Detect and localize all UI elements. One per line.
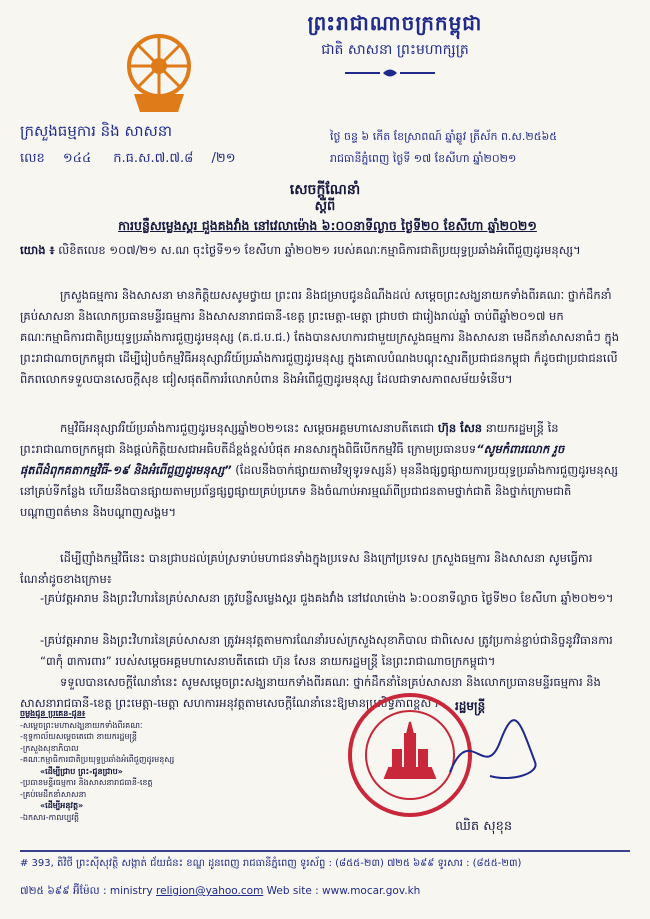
pm-name: ហ៊ុន សែន	[437, 421, 483, 435]
reference-line-text: លិខិតលេខ ១០៧/២១ ស.ណ ចុះថ្ងៃទី១១ ខែសីហា ឆ្នាំ២០២១ របស់គណៈកម្មាធិការជាតិប្រយុទ្ធប្រឆាំងអំពើជួញដូរមនុស្ស។	[58, 243, 581, 257]
reference-line-label: យោង ៖	[20, 243, 55, 257]
signatory-title: រដ្ឋមន្ត្រី	[455, 699, 486, 713]
cc-title: ចម្លងជូន ប្រគេន-ជូន៖	[20, 709, 86, 718]
paragraph-2-end: (ដែលនឹងចាក់ផ្សាយតាមវិទ្យុទូរទស្សន៍) មុននឹងផ្សព្វផ្សាយការប្រយុទ្ធប្រឆាំងការជួញដូរមនុស្សនៅគ្រប់ទីកន្លែង ហើយនឹងបានផ្សាយតាមប្រព័ន្ធផ្សព្វផ្សាយគ្រប់ប្រភេទ និងចំណាប់អារម្មណ៍ពីប្រជាជនតាមថ្នាក់ជាតិ និងថ្នាក់ក្រោមជាតិ បណ្ដាញពត៌មាន និងបណ្ដាញសង្គម។	[20, 463, 619, 519]
document-type: សេចក្ដីណែនាំ	[289, 182, 361, 198]
cc-line: -គ្រប់មេដឹកនាំសាសនា	[20, 789, 87, 799]
kingdom-title: ព្រះរាជាណាចក្រកម្ពុជា	[307, 11, 483, 35]
cc-line: -ប្រធានមន្ទីរធម្មការ និងសាសនារាជធានី-ខេត្ត	[20, 778, 153, 787]
reference-line	[20, 240, 635, 260]
solar-date: រាជធានីភ្នំពេញ ថ្ងៃទី ១៧ ខែសីហា ឆ្នាំ២០២១	[330, 152, 517, 165]
document-about: ស្ដីពី	[314, 199, 336, 214]
signatory-name: ឈិត សុខុន	[455, 819, 513, 834]
ornament-divider	[345, 63, 435, 73]
document-subject: ការបន្លឺសម្លេងស្គរ ជួងគងវាំង នៅវេលាម៉ោង ៦:០០នាទីល្ងាច ថ្ងៃទី២០ ខែសីហា ឆ្នាំ២០២១	[118, 218, 537, 233]
ministry-name: ក្រសួងធម្មការ និង សាសនា	[20, 122, 173, 140]
instruction-1: -គ្រប់វត្តអារាម និងព្រះវិហារនៃគ្រប់សាសនា ត្រូវបន្លឺសម្លេងស្គរ ជួងគងវាំង នៅវេលាម៉ោង ៦:០០នាទីល្ងាច ថ្ងៃទី២០ ខែសីហា ឆ្នាំ២០២១។	[40, 591, 614, 605]
cc-list	[20, 708, 250, 823]
reference-number	[20, 150, 236, 169]
reference-code: ក.ធ.ស.៧.៧.៨	[113, 151, 194, 166]
cc-line: -សម្ដេចព្រះមហាសង្ឃនាយកទាំងពីរគណៈ	[20, 720, 143, 730]
instruction-2: -គ្រប់វត្តអារាម និងព្រះវិហារនៃគ្រប់សាសនា ត្រូវអនុវត្តតាមការណែនាំរបស់ក្រសួងសុខាភិបាល ជាពិសេស ត្រូវប្រកាន់ខ្ជាប់ជានិច្ចនូវវិធានការ “៣កុំ ៣ការពារ” របស់សម្ដេចអគ្គមហាសេនាបតីតេជោ ហ៊ុន សែន នាយករដ្ឋមន្ត្រី នៃព្រះរាជាណាចក្រកម្ពុជា។	[40, 633, 613, 668]
paragraph-2-mid: នាយករដ្ឋមន្ត្រី នៃព្រះរាជាណាចក្រកម្ពុជា និងផ្ដល់កិត្តិយសជាអធិបតីដ៏ខ្ពង់ខ្ពស់បំផុត អានសារក្នុងពិធីបើកកម្មវិធី ក្រោមប្រធានបទ	[20, 421, 559, 456]
cc-line: -ឯកសារ-កាលប្បវត្តិ	[20, 812, 79, 822]
cc-line: -ខុទ្ទកាល័យសម្ដេចតេជោ នាយករដ្ឋមន្ត្រី	[20, 732, 137, 741]
footer-contact	[20, 885, 630, 900]
campaign-theme: “សូមកំពារលោក រួចផុតពីដំពុកគតាកម្មវិធី-១៩ និងអំពើជួញដូរមនុស្ស”	[20, 442, 565, 477]
signature-scribble-icon	[440, 712, 560, 792]
footer-divider	[20, 850, 630, 852]
paragraph-2	[20, 418, 620, 523]
paragraph-2-start: កម្មវិធីអនុស្សាវរីយ៍ប្រឆាំងការជួញដូរមនុស្សឆ្នាំ២០២១នេះ សម្ដេចអគ្គមហាសេនាបតីតេជោ	[60, 421, 438, 435]
cc-line: -ក្រសួងសុខាភិបាល	[20, 743, 79, 753]
dharma-wheel-emblem-icon	[120, 28, 198, 118]
footer-address: # 393, តិវិថី ព្រះស៊ីសុវត្ថិ សង្កាត់ ជ័យជំនះ ខណ្ឌ ដូនពេញ រាជធានីភ្នំពេញ ទូរស័ព្ទ : (៨៥៥-២៣) ៧២៥ ៦៩៩ ទូរសារ : (៨៥៥-២៣)	[20, 858, 522, 869]
paragraph-4: ទទួលបានសេចក្ដីណែនាំនេះ សូមសម្ដេចព្រះសង្ឃនាយកទាំងពីរគណៈ ថ្នាក់ដឹកនាំនៃគ្រប់សាសនា និងលោកប្រធានមន្ទីរធម្មការ និងសាសនារាជធានី-ខេត្ត ព្រះមេត្តា-មេត្តា សហការអនុវត្តតាមសេចក្ដីណែនាំនេះឱ្យមានប្រសិទ្ធភាពខ្ពស់។	[20, 675, 601, 710]
reference-value: ១៤៤	[62, 151, 92, 166]
footer-contact-start: ៧២៥ ៦៩៩ អ៊ីម៉ែល : ministry	[20, 885, 157, 897]
paragraph-3: ដើម្បីញ៉ាំងកម្មវិធីនេះ បានជ្រាបដល់គ្រប់ស្រទាប់មហាជនទាំងក្នុងប្រទេស និងក្រៅប្រទេស ក្រសួងធម្មការ និងសាសនា សូមធ្វើការណែនាំដូចខាងក្រោម៖	[20, 551, 593, 586]
cc-line: «ដើម្បីអនុវត្ត»	[40, 801, 84, 810]
paragraph-1: ក្រសួងធម្មការ និងសាសនា មានកិត្តិយសសូមថ្វាយ ព្រះពរ និងជម្រាបជូនដំណឹងដល់ សម្ដេចព្រះសង្ឃនាយកទាំងពីរគណៈ ថ្នាក់ដឹកនាំគ្រប់សាសនា និងលោកប្រធានមន្ទីរធម្មការ និងសាសនារាជធានី-ខេត្ត ព្រះមេត្តា-មេត្តា ជ្រាបថា ជារៀងរាល់ឆ្នាំ ចាប់ពីឆ្នាំ២០១៧ មក គណៈកម្មាធិការជាតិប្រយុទ្ធប្រឆាំងការជួញដូរមនុស្ស (គ.ជ.ប.ជ.) តែងបានសហការជាមួយក្រសួងធម្មការ និងសាសនា មេដឹកនាំសាសនាធំៗ ក្នុងព្រះរាជាណាចក្រកម្ពុជា ដើម្បីរៀបចំកម្មវិធីអនុស្សាវរីយ៍ប្រឆាំងការជួញដូរមនុស្ស ក្នុងគោលបំណងបណ្ដុះស្មារតីប្រជាជនកម្ពុជា ក៏ដូចជាប្រជាជនលើពិភពលោកទទួលបានសេចក្ដីសុខ ជៀសផុតពីការរំលោភបំពាន និងអំពើជួញដូរមនុស្ស ដែលជាទាសភាពសម័យទំនើប។	[20, 288, 619, 386]
reference-suffix: /២១	[211, 151, 236, 166]
kingdom-motto: ជាតិ សាសនា ព្រះមហាក្សត្រ	[321, 42, 469, 58]
cc-line: -គណៈកម្មាធិការជាតិប្រយុទ្ធប្រឆាំងអំពើជួញដូរមនុស្ស	[20, 755, 175, 764]
reference-label: លេខ	[20, 151, 45, 166]
footer-website: Web site : www.mocar.gov.kh	[263, 885, 421, 897]
cc-line: «ដើម្បីជ្រាប ព្រះ-ជូនជ្រាប»	[40, 766, 123, 776]
lunar-date: ថ្ងៃ ចន្ទ ៦ កើត ខែស្រាពណ៍ ឆ្នាំឆ្លូវ ត្រីស័ក ព.ស.២៥៦៥	[330, 130, 558, 143]
email-link[interactable]: religion@yahoo.com	[156, 885, 264, 897]
